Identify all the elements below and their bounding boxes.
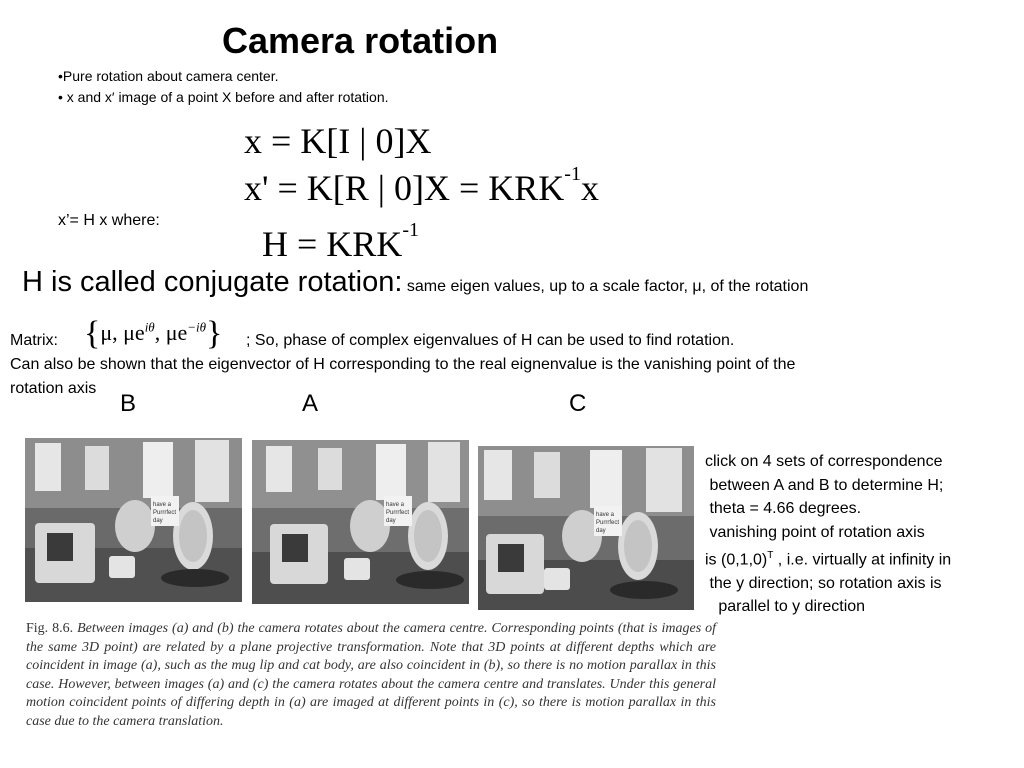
photo-c-sign-3: day (596, 528, 606, 534)
equation-homography-exponent: -1 (402, 219, 419, 241)
correspondence-note (705, 450, 951, 619)
photo-b (25, 438, 242, 602)
note-line-1: click on 4 sets of correspondence (705, 453, 943, 470)
photo-c (478, 446, 694, 610)
image-label-a: A (302, 390, 319, 417)
figure-caption (26, 620, 716, 731)
photo-c-sign-1: have a (596, 512, 615, 518)
equation-homography (262, 219, 419, 265)
where-line: x’= H x where: (58, 212, 160, 229)
note-line-7: parallel to y direction (705, 598, 866, 616)
photo-a-sign-3: day (386, 518, 396, 524)
set-exponent-1: iθ (144, 319, 155, 335)
set-exponent-2: −iθ (187, 319, 207, 335)
photo-c-sign-2: Purrrfect (596, 520, 620, 526)
photo-a-sign-2: Purrrfect (386, 510, 410, 516)
equation-homography-main: H = KRK (262, 224, 403, 264)
set-body-2: , μe (154, 320, 188, 345)
slide-title: Camera rotation (222, 20, 499, 61)
bullet-pure-rotation: •Pure rotation about camera center. (58, 68, 279, 84)
conjugate-heading: H is called conjugate rotation: (22, 266, 403, 298)
equation-rotated-projection (244, 163, 599, 209)
set-open-brace: { (84, 315, 101, 352)
photo-a-scene (252, 440, 469, 604)
note-line-4: vanishing point of rotation axis (705, 523, 925, 541)
photo-c-scene (478, 446, 694, 610)
caption-body: Between images (a) and (b) the camera rotates about the camera centre. Corresponding points (that is images of the same 3D point) are related by a plane projective transformation. Note that 3D points at different depths which are coincident in image (a), such as the mug lip and cat body, are also coincident in (b), so there is no motion parallax in this case. However, between images (a) and (c) the camera rotates about the camera centre and translates. Under this general motion coincident points of differing depth in (a) are imaged at different points in (c), so there is motion parallax in this case due to the camera translation. (26, 621, 716, 729)
equation-projection: x = K[I | 0]X (244, 121, 432, 161)
set-close-brace: } (206, 315, 223, 352)
note-vector-transpose: T (767, 550, 774, 561)
image-label-b: B (120, 390, 137, 417)
note-line-5-tail: , i.e. virtually at infinity in (773, 551, 952, 569)
note-line-6: the y direction; so rotation axis is (705, 574, 942, 592)
conjugate-rotation-line (22, 266, 808, 299)
note-line-2: between A and B to determine H; (705, 476, 944, 494)
matrix-label: Matrix: (10, 332, 58, 349)
photo-b-sign-3: day (153, 518, 163, 524)
eigenvector-line-1: Can also be shown that the eigenvector of H corresponding to the real eignenvalue is the vanishing point of the (10, 356, 796, 373)
image-label-c: C (569, 390, 587, 417)
equation-rotated-tail: x (580, 168, 599, 208)
matrix-tail: ; So, phase of complex eigenvalues of H can be used to find rotation. (246, 332, 735, 349)
photo-b-scene (25, 438, 242, 602)
photo-a-sign-1: have a (386, 502, 405, 508)
eigenvector-line-2: rotation axis (10, 380, 97, 397)
conjugate-tail: same eigen values, up to a scale factor, μ, of the rotation (402, 278, 809, 295)
note-line-5 (705, 544, 951, 572)
note-vector: is (0,1,0) (705, 551, 768, 569)
equation-rotated-main: x' = K[R | 0]X = KRK (244, 168, 565, 208)
photo-b-sign-2: Purrrfect (153, 510, 177, 516)
caption-lead: Fig. 8.6. (26, 621, 74, 636)
eigenvalue-set (84, 311, 223, 352)
equation-rotated-exponent: -1 (564, 163, 581, 185)
set-body-1: μ, μe (100, 320, 145, 345)
bullet-x-and-xprime: • x and x′ image of a point X before and after rotation. (58, 89, 389, 105)
photo-b-sign-1: have a (153, 502, 172, 508)
note-line-3: theta = 4.66 degrees. (705, 500, 862, 517)
photo-a (252, 440, 469, 604)
